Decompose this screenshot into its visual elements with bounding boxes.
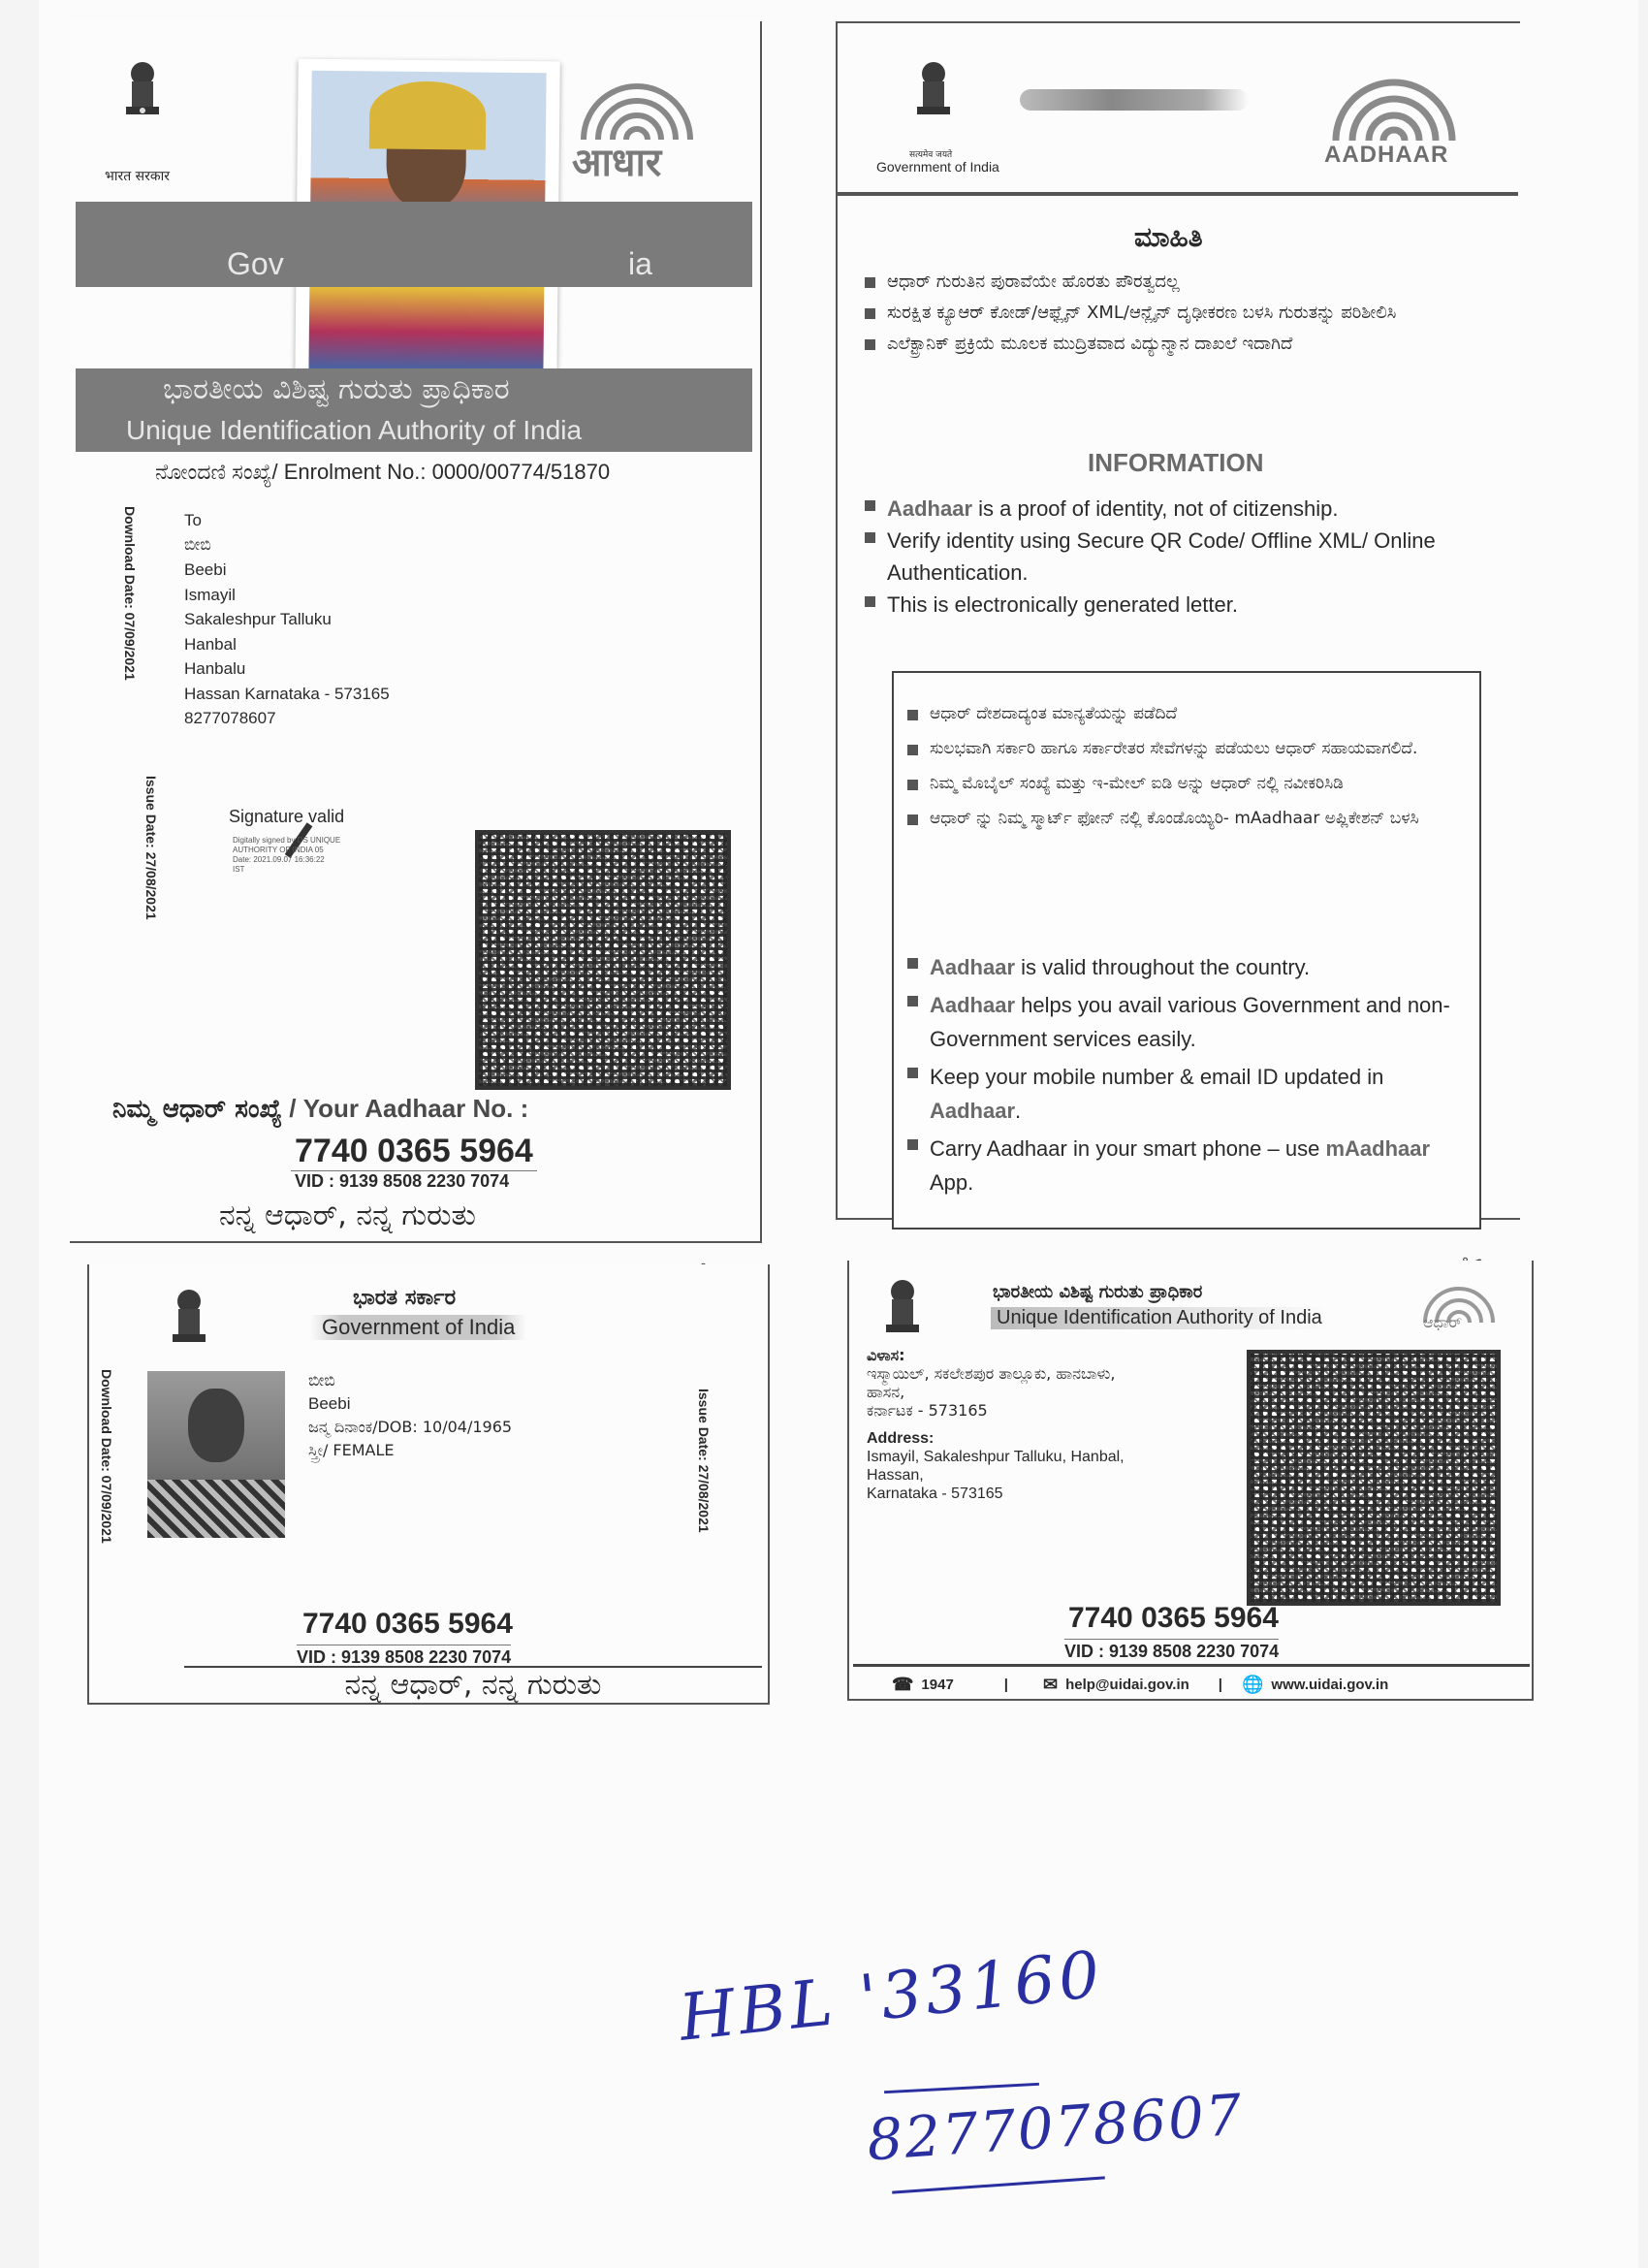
qr-code	[475, 830, 731, 1090]
card-aadhaar-logo-text: ಆಧಾರ್	[1423, 1313, 1463, 1331]
info-title-kannada: ಮಾಹಿತಿ	[1134, 221, 1203, 253]
banner-text-right: ia	[628, 246, 652, 281]
box-item: ಆಧಾರ್ ನ್ನು ನಿಮ್ಮ ಸ್ಮಾರ್ಟ್ ಫೋನ್ ನಲ್ಲಿ ಕೊಂಡೊಯ್ಯಿರಿ- mAadhaar ಅಪ್ಲಿಕೇಶನ್ ಬಳಸಿ	[907, 807, 1450, 830]
card-aadhaar-number: 7740 0365 5964	[1068, 1602, 1279, 1634]
address-block	[184, 508, 390, 731]
authority-banner	[76, 368, 752, 452]
box-list-english	[907, 950, 1460, 1199]
info-list-english	[865, 493, 1514, 621]
address-label-kannada: ವಿಳಾಸ:	[867, 1346, 905, 1364]
card-download-date-vertical: Download Date: 07/09/2021	[99, 1369, 114, 1544]
address-line: 8277078607	[184, 709, 276, 727]
card-name: Beebi	[308, 1394, 351, 1413]
info-list-kannada	[865, 270, 1408, 357]
handwritten-phone: 8277078607	[865, 2081, 1246, 2174]
box-item: ಆಧಾರ್ ದೇಶದಾದ್ಯಂತ ಮಾನ್ಯತೆಯನ್ನು ಪಡೆದಿದೆ	[907, 702, 1450, 725]
address-line: Ismayil	[184, 585, 236, 604]
gov-kannada: ಭಾರತ ಸರ್ಕಾರ	[353, 1286, 457, 1310]
national-emblem-icon	[161, 1288, 217, 1358]
card-address: ವಿಳಾಸ: ಇಸ್ಮಾಯಿಲ್, ಸಕಲೇಶಪುರ ತಾಲ್ಲೂಕು, ಹಾನಬಾಳು, ಹಾಸನ, ಕರ್ನಾಟಕ - 573165 Address: Ismayil, Sakaleshpur Talluku, Hanbal, Hassan, Karnataka - 573165	[867, 1346, 1125, 1502]
gov-english: Government of India	[310, 1315, 526, 1340]
info-item: Verify identity using Secure QR Code/ Offline XML/ Online Authentication.	[865, 525, 1514, 589]
card-dob: ಜನ್ಮ ದಿನಾಂಕ/DOB: 10/04/1965	[308, 1418, 513, 1436]
divider: |	[1218, 1676, 1222, 1693]
national-emblem-icon	[874, 1278, 931, 1348]
card-details	[308, 1369, 512, 1462]
card-tagline: ನನ್ನ ಆಧಾರ್, ನನ್ನ ಗುರುತು	[184, 1666, 762, 1702]
box-item: Keep your mobile number & email ID updated in Aadhaar.	[907, 1060, 1460, 1128]
gov-banner	[76, 202, 752, 287]
aadhaar-number: 7740 0365 5964	[291, 1133, 537, 1171]
contact-bar	[853, 1664, 1530, 1702]
info-item: ಆಧಾರ್ ಗುರುತಿನ ಪುರಾವೆಯೇ ಹೊರತು ಪೌರತ್ವದಲ್ಲ	[865, 270, 1408, 295]
gov-of-india-label: Government of India	[876, 159, 999, 175]
enrolment-label: ನೋಂದಣಿ ಸಂಖ್ಯೆ/ Enrolment No.:	[155, 460, 427, 484]
card-gender: ಸ್ತ್ರೀ/ FEMALE	[308, 1441, 395, 1459]
box-item: ನಿಮ್ಮ ಮೊಬೈಲ್ ಸಂಖ್ಯೆ ಮತ್ತು ಇ-ಮೇಲ್ ಐಡಿ ಅನ್ನು ಆಧಾರ್ ನಲ್ಲಿ ನವೀಕರಿಸಿಡಿ	[907, 772, 1450, 795]
handwritten-reference: HBL '33160	[676, 1936, 1107, 2056]
address-label-english: Address:	[867, 1430, 935, 1447]
card-authority-english: Unique Identification Authority of India	[991, 1307, 1328, 1329]
aadhaar-logo-icon	[1316, 58, 1472, 145]
card-vid: VID : 9139 8508 2230 7074	[1064, 1639, 1279, 1662]
authority-english: Unique Identification Authority of India	[126, 415, 583, 445]
signature-details: Digitally signed by DS UNIQUE AUTHORITY OF INDIA 05 Date: 2021.09.07 16:36:22 IST	[233, 836, 341, 874]
signature-valid-text: Signature valid	[229, 807, 345, 826]
address-line: Hanbalu	[184, 659, 246, 678]
aadhaar-logo-text: आधार	[572, 141, 662, 185]
address-line: Sakaleshpur Talluku	[184, 610, 332, 628]
box-item: Aadhaar is valid throughout the country.	[907, 950, 1460, 984]
box-item: ಸುಲಭವಾಗಿ ಸರ್ಕಾರಿ ಹಾಗೂ ಸರ್ಕಾರೇತರ ಸೇವೆಗಳನ್ನು ಪಡೆಯಲು ಆಧಾರ್ ಸಹಾಯವಾಗಲಿದೆ.	[907, 737, 1450, 760]
info-item: ಎಲೆಕ್ಟ್ರಾನಿಕ್ ಪ್ರಕ್ರಿಯೆ ಮೂಲಕ ಮುದ್ರಿತವಾದ ವಿದ್ಯುನ್ಮಾನ ದಾಖಲೆ ಇದಾಗಿದೆ	[865, 332, 1408, 357]
address-line: To	[184, 511, 202, 529]
vid-number: VID : 9139 8508 2230 7074	[295, 1171, 510, 1191]
website-text: www.uidai.gov.in	[1271, 1676, 1389, 1693]
card-authority-kannada: ಭಾರತೀಯ ವಿಶಿಷ್ಟ ಗುರುತು ಪ್ರಾಧಿಕಾರ	[993, 1282, 1203, 1302]
info-title-english: INFORMATION	[1088, 448, 1264, 477]
divider: |	[1003, 1676, 1008, 1693]
issue-date-vertical: Issue Date: 27/08/2021	[143, 776, 159, 920]
info-item: Aadhaar is a proof of identity, not of citizenship.	[865, 493, 1514, 525]
enrolment-row	[155, 460, 610, 485]
email-text: help@uidai.gov.in	[1065, 1676, 1189, 1693]
info-item: This is electronically generated letter.	[865, 589, 1514, 621]
download-date-vertical: Download Date: 07/09/2021	[122, 506, 138, 681]
address-line: Hassan Karnataka - 573165	[184, 684, 390, 703]
card-issue-date-vertical: Issue Date: 27/08/2021	[696, 1389, 712, 1533]
info-item: ಸುರಕ್ಷಿತ ಕ್ಯೂಆರ್ ಕೋಡ್/ಆಫ್ಲೈನ್ XML/ಆನ್ಲೈನ್ ದೃಢೀಕರಣ ಬಳಸಿ ಗುರುತನ್ನು ಪರಿಶೀಲಿಸಿ	[865, 301, 1408, 326]
phone-icon: ☎	[892, 1674, 914, 1694]
banner-text-left: Gov	[227, 246, 284, 281]
redaction-smear	[1020, 89, 1249, 111]
header-divider	[838, 192, 1518, 196]
gov-label-hindi: भारत सरकार	[105, 169, 170, 184]
aadhaar-logo-text: AADHAAR	[1324, 142, 1449, 168]
address-line: Beebi	[184, 560, 227, 579]
enrolment-number: 0000/00774/51870	[431, 460, 611, 484]
email-icon: ✉	[1043, 1674, 1059, 1694]
box-item: Aadhaar helps you avail various Government and non-Government services easily.	[907, 988, 1460, 1056]
card-name-kannada: ಬೀಬಿ	[308, 1371, 335, 1390]
satyamev-jayate: सत्यमेव जयते	[909, 150, 953, 160]
authority-kannada: ಭಾರತೀಯ ವಿಶಿಷ್ಟ ಗುರುತು ಪ್ರಾಧಿಕಾರ	[163, 372, 510, 406]
national-emblem-icon	[905, 60, 962, 130]
card-qr-code	[1247, 1350, 1501, 1606]
tagline: ನನ್ನ ಆಧಾರ್, ನನ್ನ ಗುರುತು	[219, 1198, 476, 1232]
address-line: ಬೀಬಿ	[184, 534, 211, 555]
card-vid: VID : 9139 8508 2230 7074	[297, 1645, 511, 1668]
card-aadhaar-number: 7740 0365 5964	[302, 1608, 513, 1640]
card-photo	[147, 1371, 285, 1538]
national-emblem-icon	[114, 60, 171, 130]
address-line: Hanbal	[184, 634, 237, 654]
box-item: Carry Aadhaar in your smart phone – use mAadhaar App.	[907, 1132, 1460, 1199]
globe-icon: 🌐	[1241, 1674, 1264, 1694]
phone-number: 1947	[921, 1676, 954, 1693]
your-aadhaar-label: ನಿಮ್ಮ ಆಧಾರ್ ಸಂಖ್ಯೆ / Your Aadhaar No. :	[112, 1094, 529, 1124]
box-list-kannada	[907, 702, 1450, 830]
